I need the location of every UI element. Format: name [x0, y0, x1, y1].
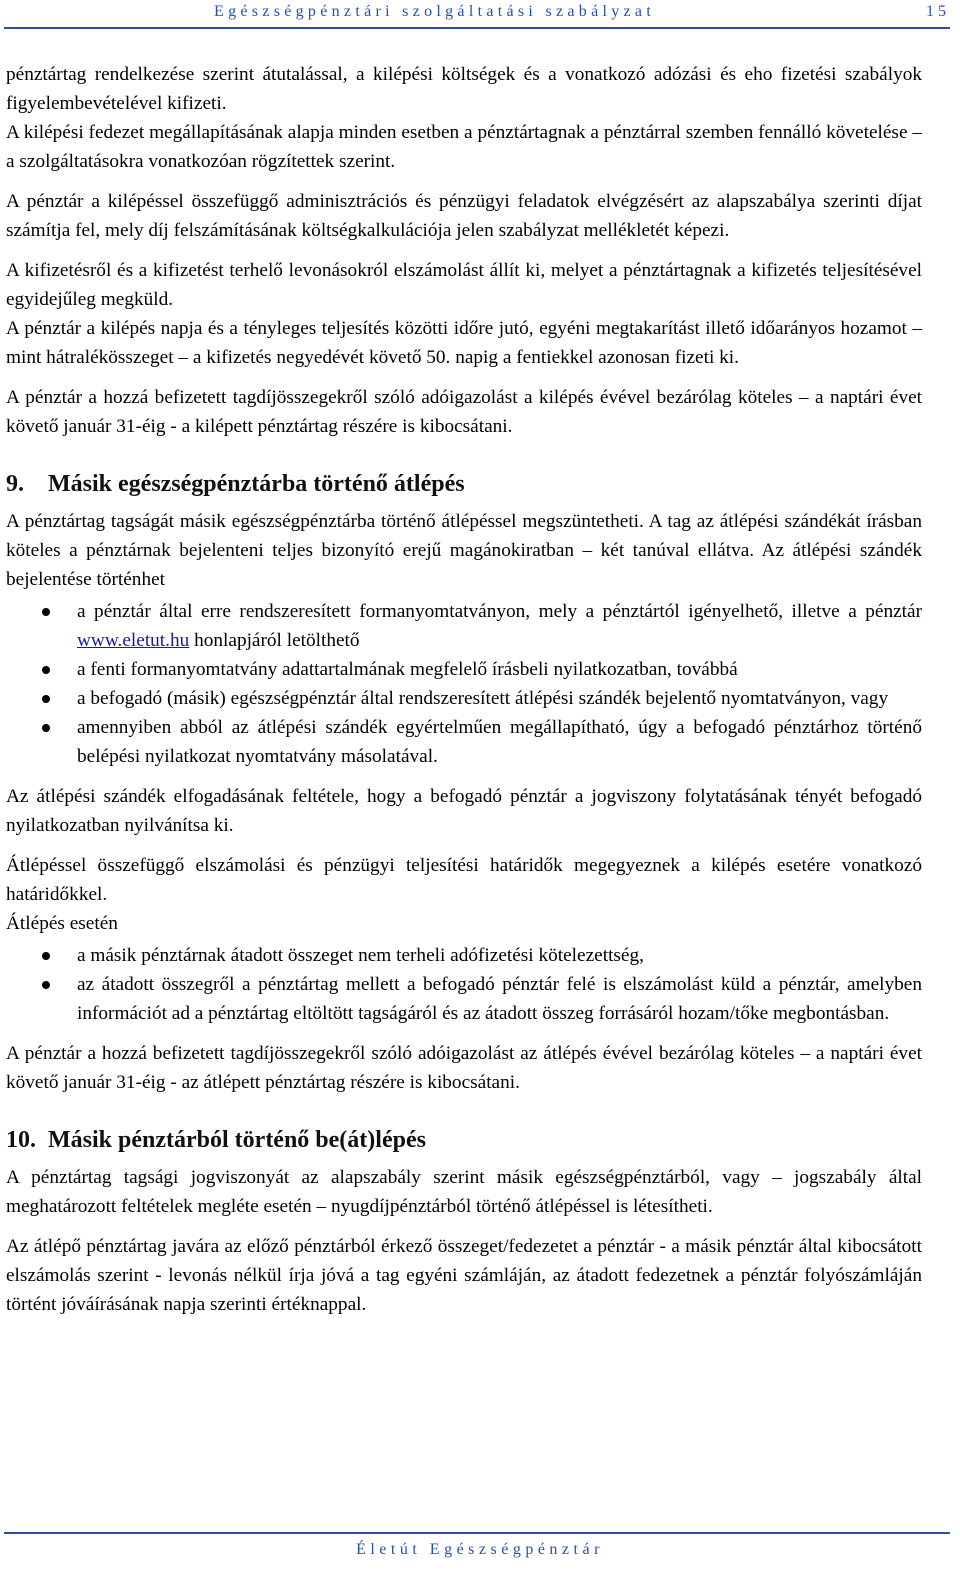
page-header	[214, 3, 950, 25]
paragraph: Az átlépő pénztártag javára az előző pénztárból érkező összeget/fedezetet a pénztár - a másik pénztár által kibocsátott elszámolás szerint - levonás nélkül írja jóvá a tag egyéni számláján, az átadott fedezetnek a pénztár folyószámláján történt jóváírásának napja szerinti értéknappal.	[6, 1236, 922, 1315]
list-item: amennyiben abból az átlépési szándék egyértelműen megállapítható, úgy a befogadó pénztárhoz történő belépési nyilatkozat nyomtatvány másolatával.	[6, 713, 922, 771]
section-title: Másik egészségpénztárba történő átlépés	[48, 471, 465, 497]
paragraph: A pénztár a kilépéssel összefüggő adminisztrációs és pénzügyi feladatok elvégzésért az alapszabálya szerinti díjat számítja fel, mely díj felszámításának költségkalkulációja jelen szabályzat mellékletét képezi.	[6, 191, 922, 241]
paragraph: A pénztártag tagságát másik egészségpénztárba történő átlépéssel megszüntetheti. A tag az átlépési szándékát írásban köteles a pénztárnak bejelenteni teljes bizonyító erejű magánokiratban – két tanúval ellátva. Az átlépési szándék bejelentése történhet	[6, 511, 922, 590]
bullet-list	[6, 597, 922, 771]
paragraph: A pénztártag tagsági jogviszonyát az alapszabály szerint másik egészségpénztárból, vagy – jogszabály által meghatározott feltételek megléte esetén – nyugdíjpénztárból történő átlépéssel is létesítheti.	[6, 1167, 922, 1217]
section-title: Másik pénztárból történő be(át)lépés	[48, 1127, 426, 1153]
website-link[interactable]: www.eletut.hu	[77, 630, 190, 651]
paragraph: pénztártag rendelkezése szerint átutalással, a kilépési költségek és a vonatkozó adózási és eho fizetési szabályok figyelembevételével kifizeti.	[6, 64, 922, 114]
header-divider	[4, 27, 950, 29]
list-item: a befogadó (másik) egészségpénztár által rendszeresített átlépési szándék bejelentő nyomtatványon, vagy	[6, 684, 922, 713]
footer-divider	[4, 1532, 950, 1534]
paragraph: A pénztár a kilépés napja és a tényleges teljesítés közötti időre jutó, egyéni megtakarítást illető időarányos hozamot – mint hátralékösszeget – a kifizetés negyedévét követő 50. napig a fentiekkel azonosan fizeti ki.	[6, 318, 922, 368]
bullet-icon	[42, 695, 50, 703]
list-item: a fenti formanyomtatvány adattartalmának megfelelő írásbeli nyilatkozatban, továbbá	[6, 655, 922, 684]
header-title: Egészségpénztári szolgáltatási szabályzat	[214, 3, 656, 20]
paragraph: A pénztár a hozzá befizetett tagdíjösszegekről szóló adóigazolást a kilépés évével bezárólag köteles – a naptári évet követő január 31-éig - a kilépett pénztártag részére is kibocsátani.	[6, 387, 922, 437]
paragraph: A kifizetésről és a kifizetést terhelő levonásokról elszámolást állít ki, melyet a pénztártagnak a kifizetés teljesítésével egyidejűleg megküld.	[6, 260, 922, 310]
bullet-icon	[42, 666, 50, 674]
paragraph: Az átlépési szándék elfogadásának feltétele, hogy a befogadó pénztár a jogviszony folytatásának tényét befogadó nyilatkozatban nyilvánítsa ki.	[6, 786, 922, 836]
list-item: az átadott összegről a pénztártag mellett a befogadó pénztár felé is elszámolást küld a pénztár, amelyben információt ad a pénztártag eltöltött tagságáról és az átadott összeg forrásáról hozam/tőke megbontásban.	[6, 970, 922, 1028]
section-heading-10	[6, 1125, 922, 1155]
bullet-list	[6, 941, 922, 1028]
page-number: 15	[926, 3, 950, 20]
document-body	[6, 60, 922, 1319]
paragraph: Átlépéssel összefüggő elszámolási és pénzügyi teljesítési határidők megegyeznek a kilépés esetére vonatkozó határidőkkel.	[6, 855, 922, 905]
bullet-icon	[42, 981, 50, 989]
section-number: 10.	[6, 1127, 36, 1153]
paragraph: A kilépési fedezet megállapításának alapja minden esetben a pénztártagnak a pénztárral szemben fennálló követelése – a szolgáltatásokra vonatkozóan rögzítettek szerint.	[6, 122, 922, 172]
page-footer: Életút Egészségpénztár	[356, 1541, 604, 1558]
bullet-icon	[42, 724, 50, 732]
list-item: a másik pénztárnak átadott összeget nem terheli adófizetési kötelezettség,	[6, 941, 922, 970]
section-heading-9	[6, 469, 922, 499]
list-item: a pénztár által erre rendszeresített formanyomtatványon, mely a pénztártól igényelhető, illetve a pénztár www.eletut.hu honlapjáról letölthető	[6, 597, 922, 655]
section-number: 9.	[6, 471, 24, 497]
bullet-icon	[42, 608, 50, 616]
paragraph: Átlépés esetén	[6, 913, 118, 934]
paragraph: A pénztár a hozzá befizetett tagdíjösszegekről szóló adóigazolást az átlépés évével bezárólag köteles – a naptári évet követő január 31-éig - az átlépett pénztártag részére is kibocsátani.	[6, 1043, 922, 1093]
bullet-icon	[42, 952, 50, 960]
